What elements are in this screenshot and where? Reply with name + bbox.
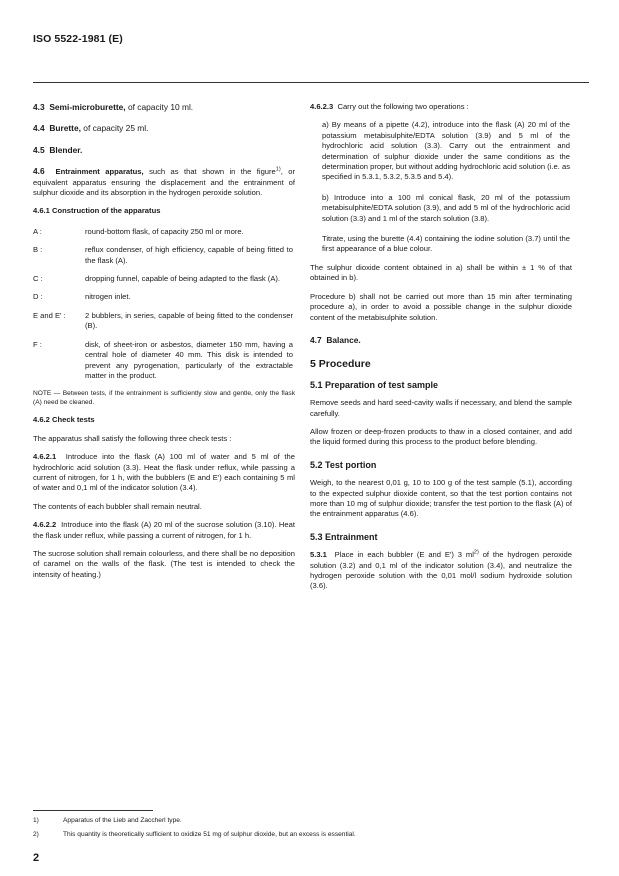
apparatus-item-list xyxy=(33,227,295,381)
operation-b: b) Introduce into a 100 ml conical flask, 20 ml of the potassium metabisulphite/EDTA solution (3.9), and add 5 ml of the hydrochloric acid solution (3.3) and 1 ml of the starch solution (3.8). xyxy=(322,192,570,223)
footnote-1: 1) Apparatus of the Lieb and Zaccherl type. xyxy=(33,817,182,824)
header-rule xyxy=(33,82,589,83)
right-column xyxy=(310,102,572,600)
section-5-title: 5 Procedure xyxy=(310,358,371,371)
section-4-6-1-title: 4.6.1 Construction of the apparatus xyxy=(33,206,161,216)
section-4-3: 4.3 Semi-microburette, of capacity 10 ml. xyxy=(33,102,194,112)
titrate-text: Titrate, using the burette (4.4) containing the iodine solution (3.7) until the first appearance of a blue colour. xyxy=(322,234,570,254)
section-4-6: 4.6 Entrainment apparatus, such as that shown in the figure$^{1)}$, or equivalent apparatus ensuring the displacement and the entrainment of sulphur dioxide and its absorption in the hydrogen peroxide solution. xyxy=(33,166,295,198)
apparatus-item: A : round-bottom flask, of capacity 250 ml or more. xyxy=(33,226,244,236)
page-number: 2 xyxy=(33,852,40,864)
footnote-ref-1: 1) xyxy=(275,166,281,173)
section-4-6-2-title: 4.6.2 Check tests xyxy=(33,415,95,425)
document-header: ISO 5522-1981 (E) xyxy=(33,33,123,45)
footnote-rule xyxy=(33,810,153,811)
procedure-b-text: Procedure b) shall not be carried out more than 15 min after terminating procedure a), in order to avoid a possible change in the sulphur dioxide content of the metabisulphite solution. xyxy=(310,291,572,322)
section-5-3-1: 5.3.1 Place in each bubbler (E and E') 3 $ml^{2)}$ of the hydrogen peroxide solution (3.2) and 0,1 ml of the indicator solution (3.4), and neutralize the hydrogen peroxide solution with the 0,01 mol/l sodium hydroxide solution (3.6). xyxy=(310,549,572,591)
section-5-1-title: 5.1 Preparation of test sample xyxy=(310,379,439,390)
apparatus-item: E and E' : 2 bubblers, in series, capable of being fitted to the condenser (B). xyxy=(33,310,293,331)
left-column xyxy=(33,102,295,588)
within-text: The sulphur dioxide content obtained in a) shall be within ± 1 % of that obtained in b). xyxy=(310,262,572,283)
section-4-6-2-2-result: The sucrose solution shall remain colourless, and there shall be no deposition of caramel on the walls of the flask. (The test is intended to check the intensity of heating.) xyxy=(33,548,295,579)
section-5-2-text: Weigh, to the nearest 0,01 g, 10 to 100 g of the test sample (5.1), according to the expected sulphur dioxide content, so that the test portion contains not more than 10 mg of sulphur dioxide; transfer the test portion to the flask (A) of the entrainment apparatus (4.6). xyxy=(310,478,572,519)
apparatus-item: B : reflux condenser, of high efficiency, capable of being fitted to the flask (A). xyxy=(33,245,293,265)
apparatus-item: F : disk, of sheet-iron or asbestos, diameter 150 mm, having a central hole of diameter 40 mm. This disk is intended to prevent any pyrogenation, particularly of the extractable matter in the product. xyxy=(33,339,293,380)
section-4-6-2-1-result: The contents of each bubbler shall remain neutral. xyxy=(33,501,202,511)
operation-a: a) By means of a pipette (4.2), introduce into the flask (A) 20 ml of the potassium metabisulphite/EDTA solution (3.9) and 5 ml of the hydrochloric acid solution (3.3). Carry out the entrainment and determination of sulphur dioxide under the same conditions as the determination proper, but without adding hydrochloric acid solution (i.e. as specified in 5.3.1, 5.3.2, 5.3.5 and 5.4). xyxy=(322,120,570,182)
section-5-1-text: Remove seeds and hard seed-cavity walls if necessary, and blend the sample carefully. xyxy=(310,398,572,418)
footnote-2: 2) This quantity is theoretically sufficient to oxidize 51 mg of sulphur dioxide, but an excess is essential. xyxy=(33,831,356,838)
note-text: NOTE — Between tests, if the entrainment is sufficiently slow and gentle, only the flask (A) need be cleaned. xyxy=(33,390,295,407)
footnote-ref-2: 2) xyxy=(473,549,479,556)
section-4-6-2-3: 4.6.2.3 Carry out the following two operations : xyxy=(310,102,469,111)
section-4-6-2-2: 4.6.2.2 Introduce into the flask (A) 20 ml of the sucrose solution (3.10). Heat the flask under reflux, while passing a current of nitrogen, for 1 h. xyxy=(33,520,295,540)
apparatus-item: C : dropping funnel, capable of being adapted to the flask (A). xyxy=(33,274,281,284)
section-4-4: 4.4 Burette, of capacity 25 ml. xyxy=(33,123,149,134)
section-4-7: 4.7 Balance. xyxy=(310,334,361,345)
section-4-6-2-text: The apparatus shall satisfy the following three check tests : xyxy=(33,433,232,443)
section-4-5: 4.5 Blender. xyxy=(33,144,83,155)
apparatus-item: D : nitrogen inlet. xyxy=(33,292,131,302)
section-4-6-2-1: 4.6.2.1 Introduce into the flask (A) 100 ml of water and 5 ml of the hydrochloric acid solution (3.3). Heat the flask under reflux, while passing a current of nitrogen, for 1 h, with the bubblers (E and E') each containing 5 ml of water and 0,1 ml of the indicator solution (3.4). xyxy=(33,452,295,493)
section-5-2-title: 5.2 Test portion xyxy=(310,459,377,470)
section-5-3-title: 5.3 Entrainment xyxy=(310,531,378,542)
section-5-1-text2: Allow frozen or deep-frozen products to thaw in a closed container, and add the liquid formed during this process to the product before blending. xyxy=(310,426,572,447)
